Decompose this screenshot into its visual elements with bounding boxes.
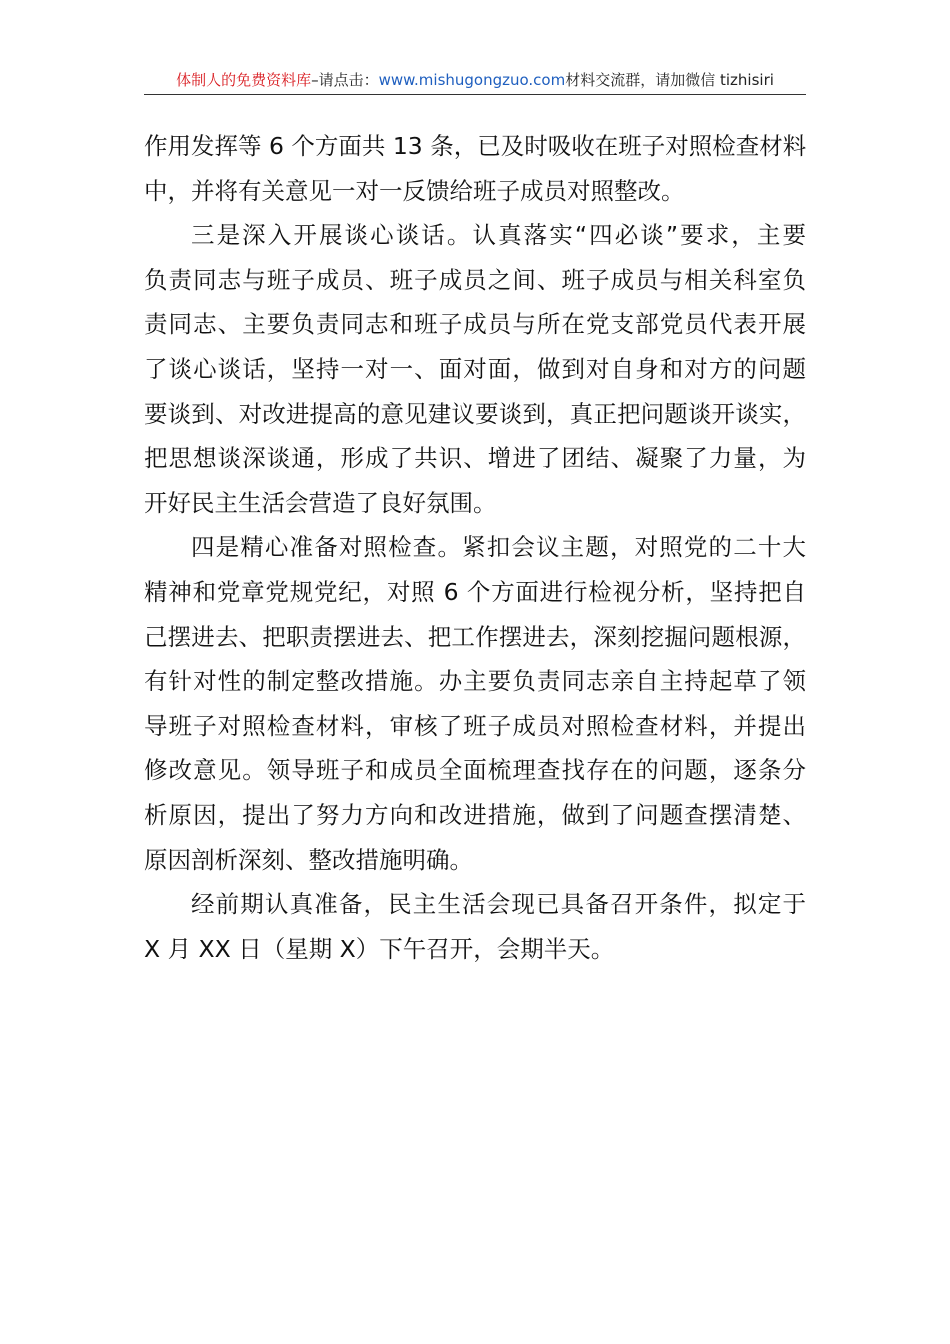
body-line: 三是深入开展谈心谈话。认真落实“四必谈”要求，主要 — [191, 221, 806, 250]
body-line: 四是精心准备对照检查。紧扣会议主题，对照党的二十大 — [191, 533, 806, 562]
body-line: 了谈心谈话，坚持一对一、面对面，做到对自身和对方的问题 — [144, 354, 806, 383]
document-body — [144, 124, 806, 971]
body-line: 析原因，提出了努力方向和改进措施，做到了问题查摆清楚、 — [144, 800, 806, 829]
page-header — [144, 66, 806, 95]
body-line: 责同志、主要负责同志和班子成员与所在党支部党员代表开展 — [144, 310, 806, 339]
body-line: 把思想谈深谈通，形成了共识、增进了团结、凝聚了力量，为 — [144, 444, 806, 473]
body-line: 导班子对照检查材料，审核了班子成员对照检查材料，并提出 — [144, 711, 806, 740]
body-line: X 月 XX 日（星期 X）下午召开，会期半天。 — [144, 934, 615, 963]
body-line: 中，并将有关意见一对一反馈给班子成员对照整改。 — [144, 176, 685, 205]
body-line: 有针对性的制定整改措施。办主要负责同志亲自主持起草了领 — [144, 667, 806, 696]
body-line: 负责同志与班子成员、班子成员之间、班子成员与相关科室负 — [144, 265, 806, 294]
header-prompt: –请点击： — [311, 71, 379, 89]
body-line: 经前期认真准备，民主生活会现已具备召开条件，拟定于 — [191, 890, 806, 919]
body-line: 己摆进去、把职责摆进去、把工作摆进去，深刻挖掘问题根源， — [144, 622, 806, 651]
body-line: 修改意见。领导班子和成员全面梳理查找存在的问题，逐条分 — [144, 756, 806, 785]
body-line: 要谈到、对改进提高的意见建议要谈到，真正把问题谈开谈实， — [144, 399, 806, 428]
body-line: 精神和党章党规党纪，对照 6 个方面进行检视分析，坚持把自 — [144, 577, 806, 606]
header-url-link[interactable]: www.mishugongzuo.com — [378, 71, 566, 89]
header-brand: 体制人的免费资料库 — [176, 71, 312, 89]
header-note: 材料交流群，请加微信 tizhisiri — [565, 71, 774, 89]
body-line: 作用发挥等 6 个方面共 13 条，已及时吸收在班子对照检查材料 — [144, 132, 806, 160]
body-line: 原因剖析深刻、整改措施明确。 — [144, 845, 473, 874]
body-line: 开好民主生活会营造了良好氛围。 — [144, 488, 497, 517]
